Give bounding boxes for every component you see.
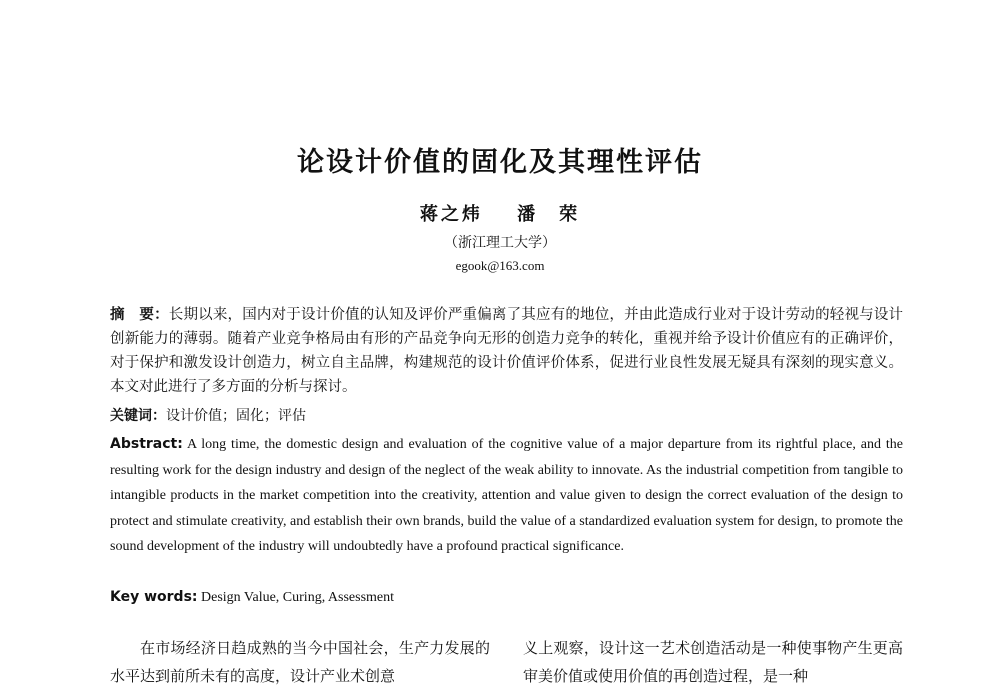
body-column-right: 义上观察，设计这一艺术创造活动是一种使事物产生更高审美价值或使用价值的再创造过程，是一种 <box>523 639 903 685</box>
affiliation: （浙江理工大学） <box>444 235 556 251</box>
keywords-cn-text: 设计价值；固化；评估 <box>166 408 306 424</box>
author-list <box>0 200 1000 226</box>
author-name: 蒋之炜 <box>419 204 483 225</box>
keywords-en-label: Key words: <box>110 589 198 605</box>
author-email: egook@163.com <box>455 258 545 273</box>
body-column-left: 在市场经济日趋成熟的当今中国社会，生产力发展的水平达到前所未有的高度，设计产业术创意 <box>110 639 490 685</box>
author-name: 潘 荣 <box>517 204 581 225</box>
keywords-cn-label: 关键词： <box>110 408 166 424</box>
keywords-english <box>110 587 903 608</box>
abstract-cn-label: 摘 要： <box>110 307 169 323</box>
abstract-en-label: Abstract: <box>110 436 183 452</box>
abstract-chinese <box>110 303 903 399</box>
abstract-cn-text: 长期以来，国内对于设计价值的认知及评价严重偏离了其应有的地位，并由此造成行业对于设计劳动的轻视与设计创新能力的薄弱。随着产业竞争格局由有形的产品竞争向无形的创造力竞争的转化，重视并给予设计价值应有的正确评价，对于保护和激发设计创造力，树立自主品牌，构建规范的设计价值评价体系，促进行业良性发展无疑具有深刻的现实意义。本文对此进行了多方面的分析与探讨。 <box>110 307 904 395</box>
abstract-en-text: A long time, the domestic design and evaluation of the cognitive value of a major departure from its rightful place, and the resulting work for the design industry and design of the neglect of the weak ability to innovate. As the industrial competition from tangible to intangible products in the market competition into the creativity, attention and value given to design the correct evaluation of the design to protect and stimulate creativity, and establish their own brands, build the value of a standardized evaluation system for design, to promote the sound development of the industry will undoubtedly have a profound practical significance. <box>110 437 903 554</box>
abstract-english <box>110 432 903 560</box>
keywords-en-text: Design Value, Curing, Assessment <box>201 590 395 605</box>
paper-title: 论设计价值的固化及其理性评估 <box>297 147 703 178</box>
keywords-chinese <box>110 406 903 426</box>
